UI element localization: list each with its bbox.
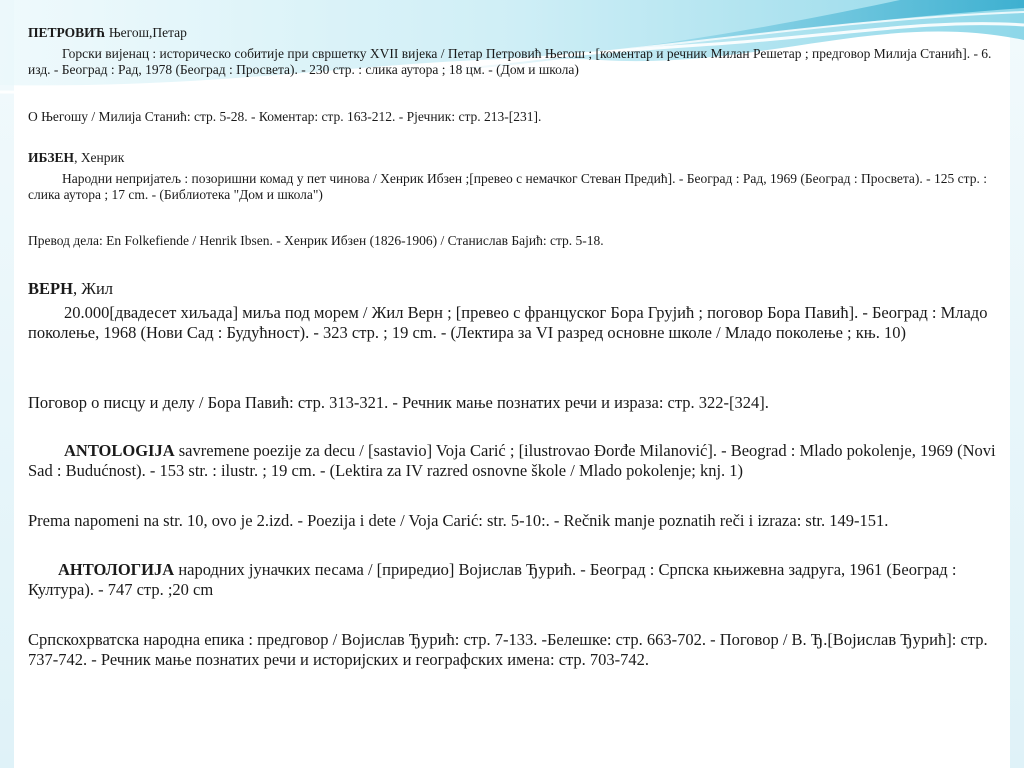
title-bold: АНТОЛОГИЈА [58,560,175,579]
entry-heading [28,25,988,41]
entry-description: Народни непријатељ : позоришни комад у пет чинова / Хенрик Ибзен ;[превео с немачког Стеван Предић]. - Београд : Рад, 1969 (Београд : Просвета). - 125 стр. : слика аутора ; 17 cm. - (Библиотека "Дом и школа") [28,171,987,203]
entry-note: Српскохрватска народна епика : предговор / Војислав Ђурић: стр. 7-133. -Белешке: стр. 663-702. - Поговор / В. Ђ.[Војислав Ђурић]: стр. 737-742. - Речник мање познатих речи и историјских и географских имена: стр. 703-742. [28,630,988,669]
entry-note: Превод дела: En Folkefiende / Henrik Ibsen. - Хенрик Ибзен (1826-1906) / Станислав Бајић: стр. 5-18. [28,233,604,248]
entry-note: Поговор о писцу и делу / Бора Павић: стр. 313-321. - Речник мање познатих речи и израза: стр. 322-[324]. [28,393,769,412]
entry-description [28,441,996,481]
author-surname: ВЕРН [28,279,73,298]
entry-description: 20.000[двадесет хиљада] миља под морем / Жил Верн ; [превео с француског Бора Грујић ; поговор Бора Павић]. - Београд : Младо поколење, 1968 (Нови Сад : Будућност). - 323 стр. ; 19 cm. - (Лектира за VI разред основне школе / Младо поколење ; књ. 10) [28,303,988,342]
entry-note: О Његошу / Милија Станић: стр. 5-28. - Коментар: стр. 163-212. - Рјечник: стр. 213-[231]. [28,109,542,124]
entry-heading [28,279,988,299]
title-rest: народних јуначких песама / [приредио] Војислав Ђурић. - Београд : Српска књижевна задруга, 1961 (Београд : Култура). - 747 стр. ;20 cm [28,560,957,599]
entry-description: Горски вијенац : историческо собитије при свршетку XVII вијека / Петар Петровић Његош ; [коментар и речник Милан Решетар ; предговор Милија Станић]. - 6. изд. - Београд : Рад, 1978 (Београд : Просвета). - 230 стр. : слика аутора ; 18 цм. - (Дом и школа) [28,46,992,78]
author-surname: ИБЗЕН [28,150,75,165]
author-given-name: Његош,Петар [105,25,187,40]
author-given-name: , Хенрик [74,150,125,165]
title-rest: savremene poezije za decu / [sastavio] Voja Carić ; [ilustrovao Đorđe Milanović]. - Beograd : Mlado pokolenje, 1969 (Novi Sad : Budućnost). - 153 str. : ilustr. ; 19 cm. - (Lektira za IV razred osnovne škole / Mlado pokolenje; knj. 1) [28,441,996,480]
entry-heading [28,150,988,166]
title-bold: ANTOLOGIJA [64,441,175,460]
author-given-name: , Жил [72,279,114,298]
author-surname: ПЕТРОВИЋ [28,25,106,40]
entry-note: Prema napomeni na str. 10, ovo je 2.izd. - Poezija i dete / Voja Carić: str. 5-10:. - Rečnik manje poznatih reči i izraza: str. 149-151. [28,511,889,530]
entry-description [28,560,996,600]
